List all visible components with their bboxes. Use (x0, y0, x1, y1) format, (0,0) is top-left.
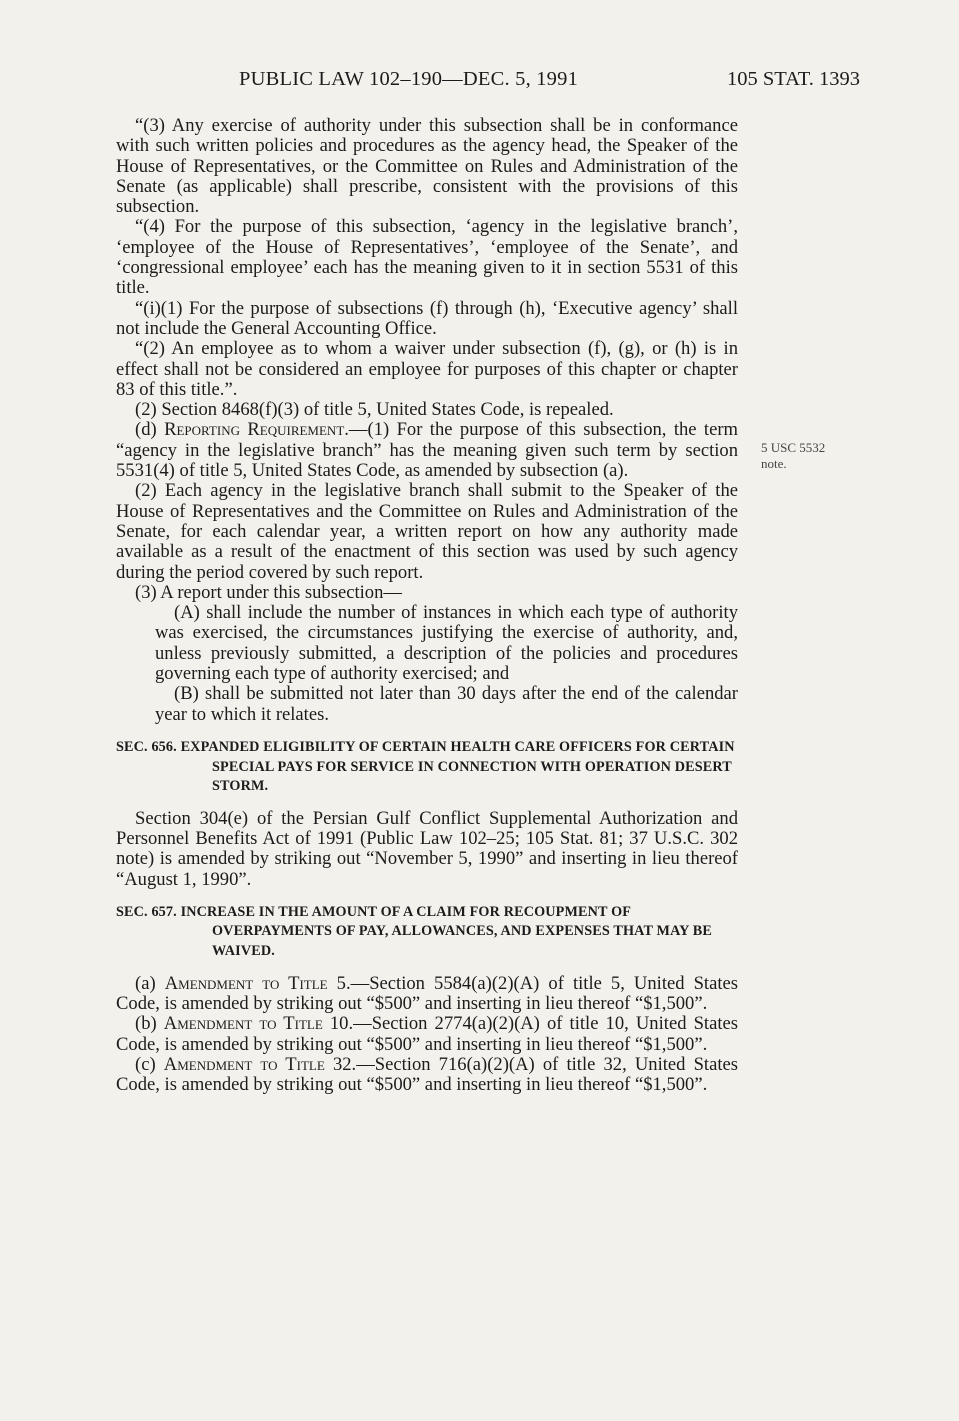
subsection-a-prefix: (a) (135, 972, 165, 994)
subsection-a-text: .—Section 5584(a)(2)(A) of title 5, United States Code, is amended by striking out “$500” and inserting in lieu thereof “$1,500”. (116, 972, 738, 1014)
subsection-b-heading: Amendment to Title 10 (163, 1013, 349, 1035)
subsection-b-text: .—Section 2774(a)(2)(A) of title 10, United States Code, is amended by striking out “$500” and inserting in lieu thereof “$1,500”. (116, 1013, 738, 1055)
subsection-d-text: .—(1) For the purpose of this subsection, the term “agency in the legislative branch” has the meaning given such term by section 5531(4) of title 5, United States Code, as amended by subsection (a). (116, 419, 739, 482)
subsection-d-2: (2) Each agency in the legislative branch shall submit to the Speaker of the House of Representatives and the Committee on Rules and Administration of the Senate, for each calendar year, a written report on how any authority made available as a result of the enactment of this section was used by such agency during the period covered by such report. (116, 480, 738, 583)
margin-note-label: note. (761, 456, 787, 471)
subsection-c (116, 1055, 738, 1096)
subsection-b (116, 1014, 738, 1055)
subsection-b-prefix: (b) (135, 1013, 164, 1035)
margin-note-citation: 5 USC 5532 (761, 440, 826, 455)
margin-note (761, 440, 825, 472)
paragraph-i1: “(i)(1) For the purpose of subsections (f) through (h), ‘Executive agency’ shall not include the General Accounting Office. (116, 297, 738, 339)
subsection-d-3: (3) A report under this subsection— (135, 581, 402, 603)
subsection-c-text: .—Section 716(a)(2)(A) of title 32, United States Code, is amended by striking out “$500” and inserting in lieu thereof “$1,500”. (116, 1053, 738, 1096)
subsection-d-prefix: (d) (135, 419, 165, 441)
paragraph-repeal: (2) Section 8468(f)(3) of title 5, United States Code, is repealed. (135, 399, 614, 421)
document-body (116, 116, 738, 1095)
subsection-d-heading: Reporting Requirement (164, 419, 345, 441)
section-657-heading: SEC. 657. INCREASE IN THE AMOUNT OF A CLAIM FOR RECOUPMENT OF OVERPAYMENTS OF PAY, ALLOWANCES, AND EXPENSES THAT MAY BE WAIVED. (116, 903, 712, 960)
subsection-a (116, 974, 738, 1015)
paragraph-i2: “(2) An employee as to whom a waiver under subsection (f), (g), or (h) is in effect shall not be considered an employee for purposes of this chapter or chapter 83 of this title.”. (116, 338, 738, 400)
subsection-a-heading: Amendment to Title 5 (164, 972, 346, 994)
subsection-d (116, 420, 738, 481)
page-header (0, 68, 959, 98)
section-656-text: Section 304(e) of the Persian Gulf Conflict Supplemental Authorization and Personnel Benefits Act of 1991 (Public Law 102–25; 105 Stat. 81; 37 U.S.C. 302 note) is amended by striking out “November 5, 1990” and inserting in lieu thereof “August 1, 1990”. (116, 807, 738, 890)
subsection-c-heading: Amendment to Title 32 (163, 1053, 352, 1075)
subsection-c-prefix: (c) (135, 1053, 164, 1075)
header-stat-citation: 105 STAT. 1393 (727, 68, 860, 90)
paragraph-4: “(4) For the purpose of this subsection, ‘agency in the legislative branch’, ‘employee of the House of Representatives’, ‘employee of the Senate’, and ‘congressional employee’ each has the meaning given to it in section 5531 of this title. (116, 216, 738, 299)
paragraph-3: “(3) Any exercise of authority under this subsection shall be in conformance with such written policies and procedures as the agency head, the Speaker of the House of Representatives, or the Committee on Rules and Administration of the Senate (as applicable) shall prescribe, consistent with the provisions of this subsection. (116, 115, 738, 218)
header-title: PUBLIC LAW 102–190—DEC. 5, 1991 (239, 68, 579, 90)
subsection-d-3-A: (A) shall include the number of instances in which each type of authority was exercised, the circumstances justifying the exercise of authority, and, unless previously submitted, a description of the policies and procedures governing each type of authority exercised; and (155, 602, 738, 685)
subsection-d-3-B: (B) shall be submitted not later than 30 days after the end of the calendar year to which it relates. (155, 683, 738, 725)
section-656-heading: SEC. 656. EXPANDED ELIGIBILITY OF CERTAIN HEALTH CARE OFFICERS FOR CERTAIN SPECIAL PAYS FOR SERVICE IN CONNECTION WITH OPERATION DESERT STORM. (116, 738, 735, 795)
